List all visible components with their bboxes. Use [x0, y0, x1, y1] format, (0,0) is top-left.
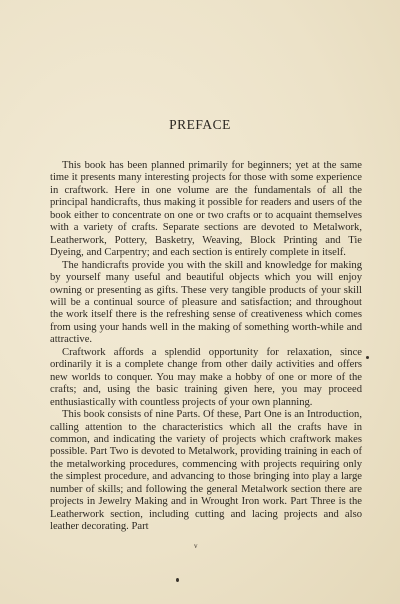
- paragraph: The handicrafts provide you with the skill and knowledge for making by yourself many useful and beautiful objects which you will enjoy owning or presenting as gifts. These very tangible products of your skill will be a continual source of pleasure and satisfaction; and throughout the work itself there is the refreshing sense of creativeness which comes from using your hands well in the making of something worth-while and attractive.: [50, 259, 362, 346]
- paragraph: This book consists of nine Parts. Of these, Part One is an Introduction, calling attention to the characteristics which all the crafts have in common, and indicating the variety of projects which craftwork makes possible. Part Two is devoted to Metalwork, providing training in each of the metalworking procedures, commencing with projects requiring only the simplest procedure, and advancing to those bringing into play a large number of skills; and following the general Metalwork section there are projects in Jewelry Making and in Wrought Iron work. Part Three is the Leatherwork section, including cutting and lacing projects and also leather decorating. Part: [50, 409, 362, 533]
- preface-body: [50, 160, 362, 534]
- page-speck: [176, 578, 179, 582]
- paragraph: Craftwork affords a splendid opportunity for relaxation, since ordinarily it is a complete change from other daily activities and offers new worlds to conquer. You may make a hobby of one or more of the crafts; and, using the basic training given here, you may proceed enthusiastically with countless projects of your own planning.: [50, 346, 362, 408]
- page-title: PREFACE: [169, 117, 231, 132]
- paragraph: This book has been planned primarily for beginners; yet at the same time it presents many interesting projects for those with some experience in craftwork. Here in one volume are the fundamentals of all the principal handicrafts, thus making it possible for readers and users of the book either to concentrate on one or two crafts or to acquaint themselves with a variety of crafts. Separate sections are devoted to Metalwork, Leatherwork, Pottery, Basketry, Weaving, Block Printing and Tie Dyeing, and Carpentry; and each section is entirely complete in itself.: [50, 160, 362, 259]
- margin-speck: [366, 356, 369, 359]
- page-number: v: [194, 542, 198, 550]
